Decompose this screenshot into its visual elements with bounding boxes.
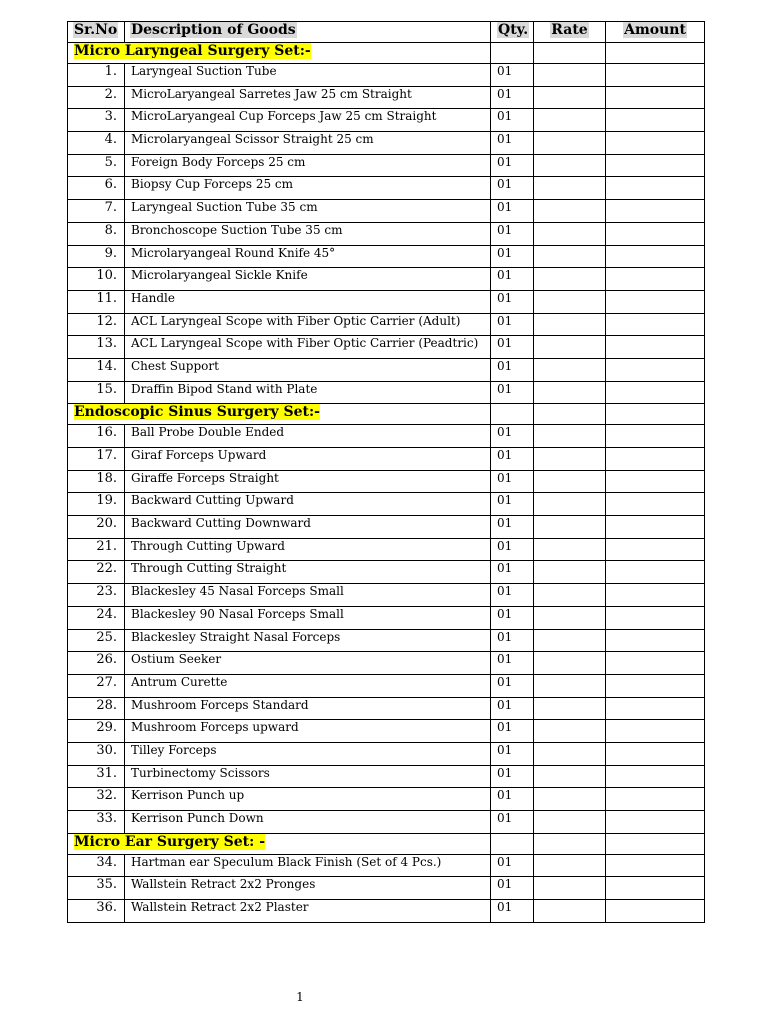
row-sr-no: 25. (68, 629, 125, 652)
row-rate (534, 493, 606, 516)
row-sr-no: 27. (68, 674, 125, 697)
row-rate (534, 64, 606, 87)
table-row (68, 109, 705, 132)
row-sr-no: 34. (68, 854, 125, 877)
page-number: 1 (296, 990, 304, 1004)
table-row (68, 516, 705, 539)
goods-table (67, 21, 705, 923)
row-rate (534, 245, 606, 268)
table-header-row (68, 22, 705, 43)
row-qty: 01 (491, 900, 534, 923)
row-description: Blackesley 90 Nasal Forceps Small (125, 606, 491, 629)
row-description: Wallstein Retract 2x2 Pronges (125, 877, 491, 900)
row-amount (606, 290, 705, 313)
row-qty: 01 (491, 336, 534, 359)
row-sr-no: 30. (68, 742, 125, 765)
table-row (68, 381, 705, 404)
header-description: Description of Goods (125, 22, 491, 43)
row-sr-no: 3. (68, 109, 125, 132)
row-qty: 01 (491, 697, 534, 720)
row-rate (534, 200, 606, 223)
row-sr-no: 24. (68, 606, 125, 629)
section-amount-cell (606, 43, 705, 64)
row-description: Microlaryangeal Scissor Straight 25 cm (125, 132, 491, 155)
row-amount (606, 561, 705, 584)
row-description: Giraffe Forceps Straight (125, 470, 491, 493)
row-description: Ostium Seeker (125, 652, 491, 675)
row-amount (606, 358, 705, 381)
row-amount (606, 584, 705, 607)
row-amount (606, 109, 705, 132)
row-amount (606, 674, 705, 697)
row-description: Chest Support (125, 358, 491, 381)
row-rate (534, 877, 606, 900)
header-sr-no: Sr.No (68, 22, 125, 43)
table-row (68, 652, 705, 675)
row-rate (534, 765, 606, 788)
row-rate (534, 177, 606, 200)
row-description: Backward Cutting Downward (125, 516, 491, 539)
row-amount (606, 516, 705, 539)
table-row (68, 697, 705, 720)
row-qty: 01 (491, 381, 534, 404)
row-description: Microlaryangeal Round Knife 45° (125, 245, 491, 268)
row-qty: 01 (491, 584, 534, 607)
row-rate (534, 854, 606, 877)
table-row (68, 561, 705, 584)
row-qty: 01 (491, 245, 534, 268)
row-sr-no: 17. (68, 448, 125, 471)
row-description: Laryngeal Suction Tube 35 cm (125, 200, 491, 223)
row-rate (534, 674, 606, 697)
table-row (68, 86, 705, 109)
row-description: Ball Probe Double Ended (125, 425, 491, 448)
row-rate (534, 720, 606, 743)
row-sr-no: 20. (68, 516, 125, 539)
row-amount (606, 629, 705, 652)
row-description: Kerrison Punch Down (125, 811, 491, 834)
row-sr-no: 18. (68, 470, 125, 493)
row-description: MicroLaryangeal Sarretes Jaw 25 cm Straight (125, 86, 491, 109)
table-row (68, 448, 705, 471)
row-rate (534, 584, 606, 607)
row-amount (606, 64, 705, 87)
section-title: Micro Laryngeal Surgery Set:- (74, 43, 311, 59)
row-rate (534, 516, 606, 539)
row-amount (606, 448, 705, 471)
row-description: Kerrison Punch up (125, 788, 491, 811)
row-qty: 01 (491, 652, 534, 675)
row-rate (534, 222, 606, 245)
row-qty: 01 (491, 877, 534, 900)
row-description: Microlaryangeal Sickle Knife (125, 268, 491, 291)
row-rate (534, 538, 606, 561)
table-row (68, 64, 705, 87)
row-sr-no: 14. (68, 358, 125, 381)
row-sr-no: 11. (68, 290, 125, 313)
row-sr-no: 4. (68, 132, 125, 155)
row-sr-no: 21. (68, 538, 125, 561)
row-amount (606, 313, 705, 336)
row-qty: 01 (491, 674, 534, 697)
table-row (68, 765, 705, 788)
row-qty: 01 (491, 788, 534, 811)
table-row (68, 788, 705, 811)
section-qty-cell (491, 43, 534, 64)
row-rate (534, 268, 606, 291)
row-amount (606, 742, 705, 765)
table-row (68, 877, 705, 900)
row-description: Blackesley Straight Nasal Forceps (125, 629, 491, 652)
table-row (68, 313, 705, 336)
row-description: Turbinectomy Scissors (125, 765, 491, 788)
row-amount (606, 336, 705, 359)
row-sr-no: 9. (68, 245, 125, 268)
row-sr-no: 7. (68, 200, 125, 223)
row-sr-no: 33. (68, 811, 125, 834)
row-rate (534, 606, 606, 629)
row-amount (606, 854, 705, 877)
section-row (68, 43, 705, 64)
row-amount (606, 154, 705, 177)
table-row (68, 720, 705, 743)
section-row (68, 404, 705, 425)
row-rate (534, 788, 606, 811)
table-row (68, 900, 705, 923)
row-qty: 01 (491, 470, 534, 493)
row-description: ACL Laryngeal Scope with Fiber Optic Carrier (Peadtric) (125, 336, 491, 359)
section-rate-cell (534, 43, 606, 64)
row-amount (606, 538, 705, 561)
row-sr-no: 13. (68, 336, 125, 359)
section-rate-cell (534, 833, 606, 854)
section-rate-cell (534, 404, 606, 425)
row-description: Through Cutting Upward (125, 538, 491, 561)
row-description: Giraf Forceps Upward (125, 448, 491, 471)
table-row (68, 222, 705, 245)
row-rate (534, 109, 606, 132)
row-qty: 01 (491, 177, 534, 200)
row-sr-no: 32. (68, 788, 125, 811)
row-sr-no: 35. (68, 877, 125, 900)
table-row (68, 200, 705, 223)
row-qty: 01 (491, 154, 534, 177)
row-rate (534, 336, 606, 359)
row-amount (606, 132, 705, 155)
section-qty-cell (491, 404, 534, 425)
row-description: Foreign Body Forceps 25 cm (125, 154, 491, 177)
row-rate (534, 132, 606, 155)
row-amount (606, 177, 705, 200)
row-qty: 01 (491, 561, 534, 584)
row-sr-no: 26. (68, 652, 125, 675)
row-rate (534, 652, 606, 675)
row-rate (534, 448, 606, 471)
row-description: Wallstein Retract 2x2 Plaster (125, 900, 491, 923)
row-amount (606, 425, 705, 448)
table-row (68, 336, 705, 359)
row-description: Mushroom Forceps upward (125, 720, 491, 743)
row-sr-no: 1. (68, 64, 125, 87)
row-sr-no: 19. (68, 493, 125, 516)
row-sr-no: 10. (68, 268, 125, 291)
row-sr-no: 6. (68, 177, 125, 200)
table-row (68, 493, 705, 516)
row-qty: 01 (491, 854, 534, 877)
row-qty: 01 (491, 200, 534, 223)
row-qty: 01 (491, 64, 534, 87)
row-description: Tilley Forceps (125, 742, 491, 765)
row-rate (534, 742, 606, 765)
section-amount-cell (606, 404, 705, 425)
row-rate (534, 900, 606, 923)
row-amount (606, 720, 705, 743)
row-amount (606, 652, 705, 675)
row-amount (606, 900, 705, 923)
header-amount: Amount (606, 22, 705, 43)
row-amount (606, 200, 705, 223)
row-description: Draffin Bipod Stand with Plate (125, 381, 491, 404)
row-amount (606, 381, 705, 404)
row-qty: 01 (491, 493, 534, 516)
row-sr-no: 22. (68, 561, 125, 584)
row-rate (534, 561, 606, 584)
row-sr-no: 8. (68, 222, 125, 245)
row-amount (606, 765, 705, 788)
row-qty: 01 (491, 222, 534, 245)
row-amount (606, 788, 705, 811)
table-row (68, 811, 705, 834)
row-qty: 01 (491, 313, 534, 336)
row-amount (606, 86, 705, 109)
header-qty: Qty. (491, 22, 534, 43)
row-qty: 01 (491, 268, 534, 291)
row-description: ACL Laryngeal Scope with Fiber Optic Carrier (Adult) (125, 313, 491, 336)
row-rate (534, 358, 606, 381)
section-title-cell (68, 404, 491, 425)
table-row (68, 358, 705, 381)
row-rate (534, 629, 606, 652)
section-title-cell (68, 43, 491, 64)
row-sr-no: 2. (68, 86, 125, 109)
row-qty: 01 (491, 720, 534, 743)
table-row (68, 674, 705, 697)
header-rate: Rate (534, 22, 606, 43)
row-rate (534, 425, 606, 448)
row-sr-no: 15. (68, 381, 125, 404)
table-row (68, 854, 705, 877)
row-rate (534, 697, 606, 720)
row-description: Bronchoscope Suction Tube 35 cm (125, 222, 491, 245)
table-row (68, 177, 705, 200)
table-row (68, 742, 705, 765)
table-row (68, 132, 705, 155)
row-qty: 01 (491, 629, 534, 652)
row-rate (534, 811, 606, 834)
row-description: Handle (125, 290, 491, 313)
row-description: Biopsy Cup Forceps 25 cm (125, 177, 491, 200)
table-row (68, 425, 705, 448)
row-sr-no: 16. (68, 425, 125, 448)
row-description: Through Cutting Straight (125, 561, 491, 584)
table-row (68, 245, 705, 268)
table-row (68, 290, 705, 313)
row-sr-no: 29. (68, 720, 125, 743)
row-qty: 01 (491, 109, 534, 132)
section-amount-cell (606, 833, 705, 854)
row-qty: 01 (491, 742, 534, 765)
row-qty: 01 (491, 538, 534, 561)
row-amount (606, 697, 705, 720)
row-description: Backward Cutting Upward (125, 493, 491, 516)
row-amount (606, 222, 705, 245)
table-row (68, 606, 705, 629)
row-description: Hartman ear Speculum Black Finish (Set of 4 Pcs.) (125, 854, 491, 877)
row-qty: 01 (491, 290, 534, 313)
row-qty: 01 (491, 132, 534, 155)
row-sr-no: 28. (68, 697, 125, 720)
row-sr-no: 23. (68, 584, 125, 607)
row-sr-no: 5. (68, 154, 125, 177)
row-amount (606, 877, 705, 900)
row-rate (534, 86, 606, 109)
table-row (68, 470, 705, 493)
table-row (68, 538, 705, 561)
row-qty: 01 (491, 765, 534, 788)
row-rate (534, 154, 606, 177)
row-qty: 01 (491, 358, 534, 381)
row-amount (606, 268, 705, 291)
row-sr-no: 12. (68, 313, 125, 336)
section-title-cell (68, 833, 491, 854)
row-rate (534, 470, 606, 493)
section-row (68, 833, 705, 854)
row-qty: 01 (491, 811, 534, 834)
row-qty: 01 (491, 425, 534, 448)
row-sr-no: 31. (68, 765, 125, 788)
table-row (68, 584, 705, 607)
row-description: Blackesley 45 Nasal Forceps Small (125, 584, 491, 607)
table-row (68, 268, 705, 291)
row-amount (606, 811, 705, 834)
row-qty: 01 (491, 516, 534, 539)
row-description: MicroLaryangeal Cup Forceps Jaw 25 cm Straight (125, 109, 491, 132)
goods-table-body (68, 43, 705, 923)
section-title: Endoscopic Sinus Surgery Set:- (74, 404, 320, 421)
row-rate (534, 381, 606, 404)
row-sr-no: 36. (68, 900, 125, 923)
section-qty-cell (491, 833, 534, 854)
row-amount (606, 606, 705, 629)
row-qty: 01 (491, 86, 534, 109)
row-qty: 01 (491, 448, 534, 471)
table-row (68, 629, 705, 652)
table-row (68, 154, 705, 177)
row-qty: 01 (491, 606, 534, 629)
section-title: Micro Ear Surgery Set: - (74, 833, 266, 850)
row-rate (534, 313, 606, 336)
row-description: Mushroom Forceps Standard (125, 697, 491, 720)
row-amount (606, 493, 705, 516)
row-rate (534, 290, 606, 313)
row-amount (606, 245, 705, 268)
row-amount (606, 470, 705, 493)
row-description: Laryngeal Suction Tube (125, 64, 491, 87)
row-description: Antrum Curette (125, 674, 491, 697)
